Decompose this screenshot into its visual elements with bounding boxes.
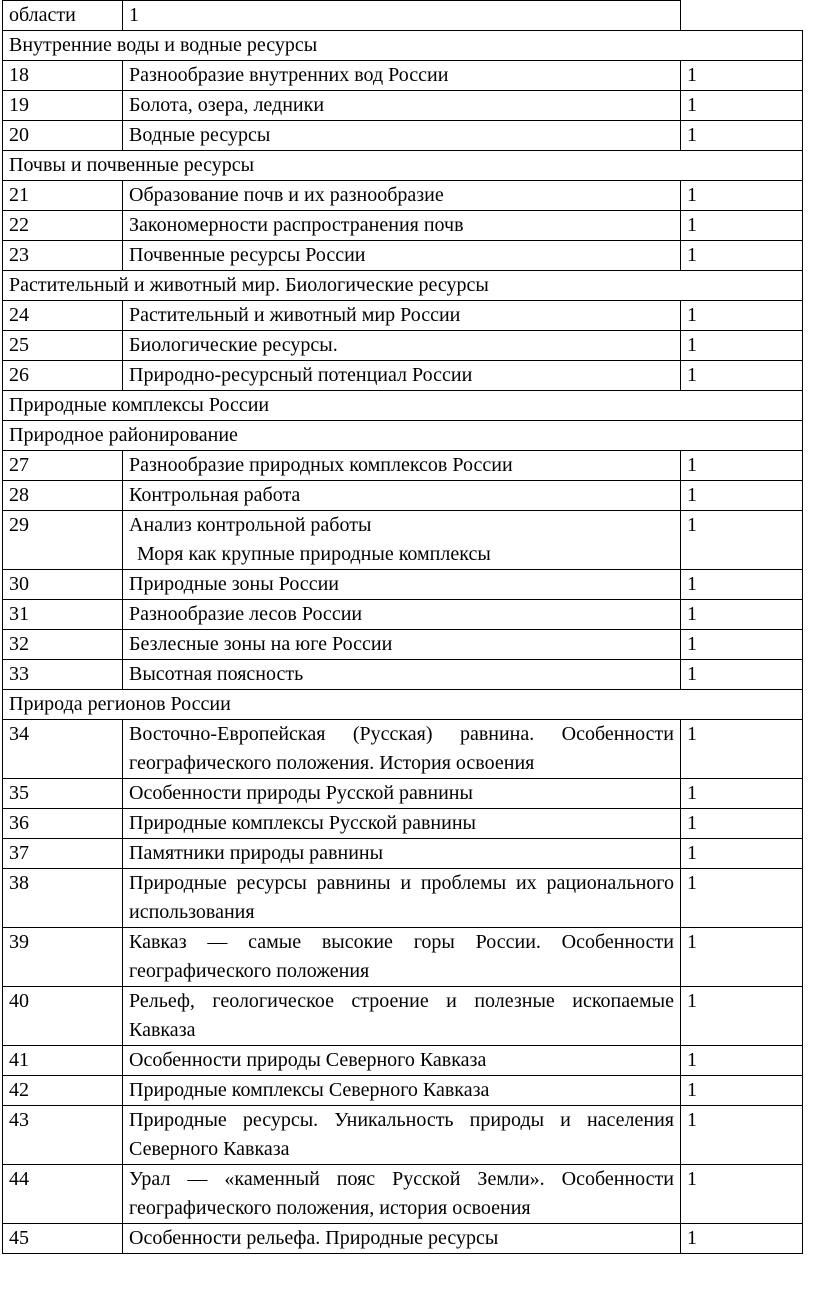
lesson-row (3, 1046, 803, 1076)
lesson-row (3, 660, 803, 690)
lesson-number: 43 (3, 1106, 123, 1165)
lesson-row (3, 600, 803, 630)
lesson-title: Природные комплексы Русской равнины (123, 809, 681, 839)
lesson-number: 18 (3, 61, 123, 91)
lesson-title: Особенности природы Северного Кавказа (123, 1046, 681, 1076)
lesson-row (3, 630, 803, 660)
lesson-number: 29 (3, 511, 123, 570)
lesson-row (3, 481, 803, 511)
lesson-number: 20 (3, 121, 123, 151)
lesson-row (3, 241, 803, 271)
lesson-hours: 1 (681, 481, 803, 511)
lesson-hours: 1 (681, 211, 803, 241)
lesson-title: Безлесные зоны на юге России (123, 630, 681, 660)
lesson-title: Высотная поясность (123, 660, 681, 690)
lesson-title: Кавказ — самые высокие горы России. Особенности географического положения (123, 928, 681, 987)
lesson-row (3, 570, 803, 600)
section-header-row (3, 690, 803, 720)
lesson-title: Закономерности распространения почв (123, 211, 681, 241)
lesson-hours: 1 (681, 809, 803, 839)
lesson-row (3, 779, 803, 809)
lesson-row (3, 1165, 803, 1224)
top-row-label: области (3, 1, 123, 31)
lesson-row (3, 181, 803, 211)
lesson-title: Природные комплексы Северного Кавказа (123, 1076, 681, 1106)
lesson-title: Анализ контрольной работы (129, 514, 372, 536)
lesson-title: Природные ресурсы равнины и проблемы их рационального использования (123, 869, 681, 928)
lesson-hours: 1 (681, 121, 803, 151)
section-header-row (3, 391, 803, 421)
lesson-hours: 1 (681, 241, 803, 271)
lesson-number: 30 (3, 570, 123, 600)
lesson-title: Контрольная работа (123, 481, 681, 511)
lesson-title: Биологические ресурсы. (123, 331, 681, 361)
lesson-number: 27 (3, 451, 123, 481)
lesson-number: 36 (3, 809, 123, 839)
lesson-hours: 1 (681, 779, 803, 809)
lesson-number: 31 (3, 600, 123, 630)
lesson-row (3, 1106, 803, 1165)
lesson-title: Природные зоны России (123, 570, 681, 600)
lesson-title: Водные ресурсы (123, 121, 681, 151)
lesson-number: 38 (3, 869, 123, 928)
lesson-hours: 1 (681, 570, 803, 600)
lesson-number: 22 (3, 211, 123, 241)
lesson-row (3, 839, 803, 869)
lesson-number: 23 (3, 241, 123, 271)
lesson-row (3, 869, 803, 928)
lesson-title: Образование почв и их разнообразие (123, 181, 681, 211)
lesson-hours: 1 (681, 451, 803, 481)
lesson-plan-table (2, 0, 803, 1254)
lesson-row (3, 451, 803, 481)
lesson-hours: 1 (681, 928, 803, 987)
lesson-title: Болота, озера, ледники (123, 91, 681, 121)
lesson-title: Особенности рельефа. Природные ресурсы (123, 1224, 681, 1254)
top-row-blank-cell (681, 1, 803, 31)
lesson-hours: 1 (681, 1106, 803, 1165)
section-title: Природное районирование (3, 421, 803, 451)
lesson-title: Природно-ресурсный потенциал России (123, 361, 681, 391)
lesson-title: Рельеф, геологическое строение и полезные ископаемые Кавказа (123, 987, 681, 1046)
lesson-row (3, 1224, 803, 1254)
section-title: Природные комплексы России (3, 391, 803, 421)
lesson-row (3, 91, 803, 121)
section-title: Природа регионов России (3, 690, 803, 720)
lesson-number: 21 (3, 181, 123, 211)
lesson-hours: 1 (681, 720, 803, 779)
lesson-hours: 1 (681, 511, 803, 570)
top-row-hours: 1 (123, 1, 681, 31)
lesson-hours: 1 (681, 91, 803, 121)
lesson-number: 25 (3, 331, 123, 361)
lesson-number: 32 (3, 630, 123, 660)
lesson-number: 28 (3, 481, 123, 511)
lesson-row (3, 511, 803, 570)
lesson-number: 40 (3, 987, 123, 1046)
lesson-row (3, 1076, 803, 1106)
lesson-hours: 1 (681, 1046, 803, 1076)
lesson-number: 19 (3, 91, 123, 121)
lesson-title: Особенности природы Русской равнины (123, 779, 681, 809)
lesson-number: 35 (3, 779, 123, 809)
lesson-hours: 1 (681, 1224, 803, 1254)
lesson-title: Растительный и животный мир России (123, 301, 681, 331)
lesson-number: 44 (3, 1165, 123, 1224)
lesson-number: 33 (3, 660, 123, 690)
section-header-row (3, 421, 803, 451)
lesson-hours: 1 (681, 1165, 803, 1224)
lesson-title: Разнообразие лесов России (123, 600, 681, 630)
lesson-title: Разнообразие внутренних вод России (123, 61, 681, 91)
lesson-hours: 1 (681, 839, 803, 869)
lesson-row (3, 301, 803, 331)
lesson-row (3, 211, 803, 241)
lesson-row (3, 987, 803, 1046)
lesson-row (3, 720, 803, 779)
section-title: Почвы и почвенные ресурсы (3, 151, 803, 181)
lesson-title: Разнообразие природных комплексов России (123, 451, 681, 481)
lesson-hours: 1 (681, 660, 803, 690)
lesson-row (3, 331, 803, 361)
lesson-hours: 1 (681, 987, 803, 1046)
section-title: Растительный и животный мир. Биологические ресурсы (3, 271, 803, 301)
section-header-row (3, 151, 803, 181)
table-row-top (3, 1, 803, 31)
lesson-row (3, 809, 803, 839)
lesson-title: Природные ресурсы. Уникальность природы и населения Северного Кавказа (123, 1106, 681, 1165)
lesson-number: 34 (3, 720, 123, 779)
lesson-hours: 1 (681, 331, 803, 361)
lesson-hours: 1 (681, 630, 803, 660)
section-header-row (3, 271, 803, 301)
lesson-title-cell (123, 511, 681, 570)
lesson-title: Урал — «каменный пояс Русской Земли». Особенности географического положения, история освоения (123, 1165, 681, 1224)
lesson-hours: 1 (681, 600, 803, 630)
lesson-title: Памятники природы равнины (123, 839, 681, 869)
lesson-row (3, 361, 803, 391)
lesson-subtitle: Моря как крупные природные комплексы (137, 543, 491, 565)
lesson-hours: 1 (681, 1076, 803, 1106)
section-title: Внутренние воды и водные ресурсы (3, 31, 803, 61)
lesson-number: 42 (3, 1076, 123, 1106)
lesson-row (3, 61, 803, 91)
lesson-row (3, 928, 803, 987)
lesson-number: 45 (3, 1224, 123, 1254)
lesson-number: 24 (3, 301, 123, 331)
lesson-plan-table-body (3, 1, 803, 1254)
section-header-row (3, 31, 803, 61)
lesson-number: 37 (3, 839, 123, 869)
lesson-title: Восточно-Европейская (Русская) равнина. Особенности географического положения. История освоения (123, 720, 681, 779)
lesson-number: 39 (3, 928, 123, 987)
lesson-number: 41 (3, 1046, 123, 1076)
lesson-hours: 1 (681, 181, 803, 211)
lesson-hours: 1 (681, 361, 803, 391)
lesson-plan-page (2, 0, 802, 1254)
lesson-number: 26 (3, 361, 123, 391)
lesson-title: Почвенные ресурсы России (123, 241, 681, 271)
lesson-hours: 1 (681, 869, 803, 928)
lesson-hours: 1 (681, 61, 803, 91)
lesson-hours: 1 (681, 301, 803, 331)
lesson-row (3, 121, 803, 151)
